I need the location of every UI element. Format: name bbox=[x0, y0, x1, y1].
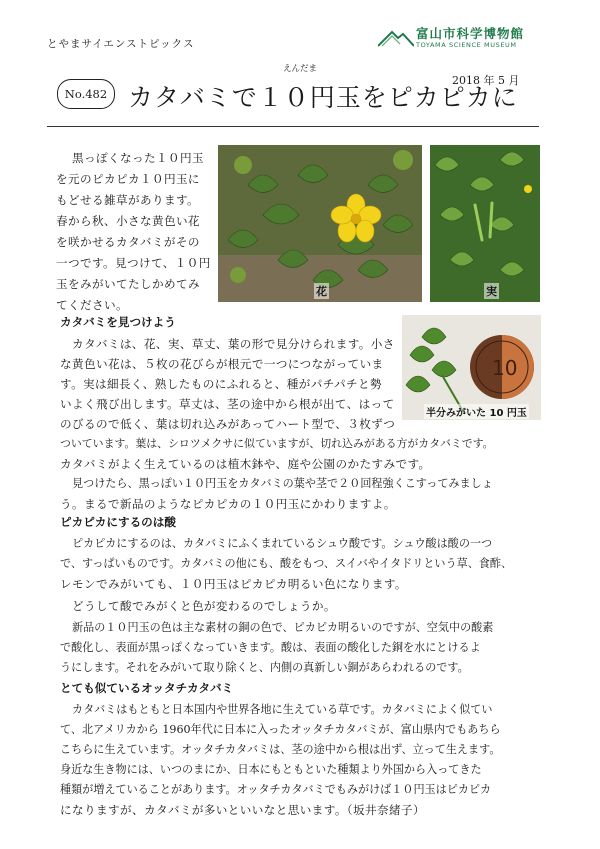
series-name: とやまサイエンストピックス bbox=[47, 38, 195, 50]
intro-line: 一つです。見つけて、１０円 bbox=[56, 256, 211, 270]
mountain-logo-icon bbox=[378, 26, 414, 48]
section-heading-acid: ピカピカにするのは酸 bbox=[60, 515, 176, 529]
intro-line: もどせる雑草があります。 bbox=[56, 193, 199, 207]
page-title: カタバミで１０円玉をピカピカに bbox=[128, 83, 518, 112]
intro-line: 玉をみがいてたしかめてみ bbox=[56, 277, 200, 291]
fruit-label: 実 bbox=[486, 285, 497, 298]
fruit-photo bbox=[430, 145, 540, 302]
body-line: ついています。葉は、シロツメクサに似ていますが、切れ込みがある方がカタバミです。 bbox=[60, 437, 494, 450]
body-line: レモンでみがいても、１０円玉はピカピカ明るい色になります。 bbox=[60, 577, 407, 591]
museum-name-en: TOYAMA SCIENCE MUSEUM bbox=[416, 41, 517, 49]
body-line: で、すっぱいものです。カタバミの他にも、酸をもつ、スイバやイタドリという草、食酢、 bbox=[60, 557, 513, 570]
body-line: ピカピカにするのは、カタバミにふくまれているシュウ酸です。シュウ酸は酸の一つ bbox=[72, 537, 493, 550]
museum-name-jp: 富山市科学博物館 bbox=[416, 26, 525, 41]
svg-text:10: 10 bbox=[492, 356, 518, 380]
section-heading-ottachi: とても似ているオッタチカタバミ bbox=[60, 681, 234, 695]
issue-number-badge: No.482 bbox=[57, 79, 115, 109]
intro-line: 春から秋、小さな黄色い花 bbox=[56, 214, 200, 228]
body-line: どうして酸でみがくと色が変わるのでしょうか。 bbox=[72, 599, 336, 613]
section-ottachi-body bbox=[60, 702, 540, 832]
flower-photo bbox=[218, 145, 422, 302]
body-line: カタバミは、花、実、草丈、葉の形で見分けられます。小さ bbox=[72, 337, 395, 351]
section-find-body bbox=[60, 336, 540, 511]
section-heading-find: カタバミを見つけよう bbox=[60, 315, 176, 329]
coin-label: 半分みがいた 10 円玉 bbox=[424, 404, 529, 419]
intro-line: を咲かせるカタバミがその bbox=[56, 235, 200, 249]
title-divider bbox=[47, 126, 539, 127]
museum-logo bbox=[378, 22, 548, 56]
issue-date: 2018 年 5 月 bbox=[452, 74, 520, 87]
body-line: のびるので低く、葉は切れ込みがあってハート型で、３枚ずつ bbox=[60, 417, 396, 431]
body-line: いよく飛び出します。草丈は、茎の途中から根が出て、はって bbox=[60, 397, 395, 411]
body-line: で酸化し、表面が黒っぽくなっていきます。酸は、表面の酸化した銅を水にとけるよ bbox=[60, 641, 481, 654]
section-acid-body bbox=[60, 536, 540, 676]
intro-paragraph bbox=[56, 150, 218, 312]
body-line: 身近な生き物には、いつのまにか、日本にもともといた種類より外国から入ってきた bbox=[60, 763, 482, 776]
body-line: う。まるで新品のようなピカピカの１０円玉にかわりますよ。 bbox=[60, 497, 396, 511]
body-line: カタバミはもともと日本国内や世界各地に生えている草です。カタバミによく似てい bbox=[72, 703, 493, 716]
body-line: 見つけたら、黒っぽい１０円玉をカタバミの葉や茎で２０回程強くこすってみましょ bbox=[72, 477, 493, 490]
intro-line: 黒っぽくなった１０円玉 bbox=[72, 151, 204, 165]
body-line: カタバミがよく生えているのは植木鉢や、庭や公園のかたすみです。 bbox=[60, 457, 431, 471]
intro-line: を元のピカピカ１０円玉に bbox=[56, 172, 200, 186]
title-ruby: えんだま bbox=[283, 64, 318, 74]
body-line: 新品の１０円玉の色は主な素材の銅の色で、ピカピカ明るいのですが、空気中の酸素 bbox=[72, 621, 494, 634]
body-line: な黄色い花は、５枚の花びらが根元で一つにつながっていま bbox=[60, 357, 384, 371]
intro-line: てください。 bbox=[56, 298, 128, 312]
body-line: て、北アメリカから 1960年代に日本に入ったオッタチカタバミが、富山県内でもあちら bbox=[60, 723, 501, 736]
body-line: 種類が増えていることがあります。オッタチカタバミでもみがけば１０円玉はピカピカ bbox=[60, 783, 492, 796]
body-line: うにします。それをみがいて取り除くと、内側の真新しい銅があらわれるのです。 bbox=[60, 661, 469, 674]
flower-label: 花 bbox=[316, 285, 327, 298]
body-line: になりますが、カタバミが多いといいなと思います。（坂井奈緒子） bbox=[60, 803, 425, 817]
body-line: こちらに生えています。オッタチカタバミは、茎の途中から根は出ず、立って生えます。 bbox=[60, 743, 501, 756]
body-line: す。実は細長く、熟したものにふれると、種がパチパチと勢 bbox=[60, 377, 382, 391]
